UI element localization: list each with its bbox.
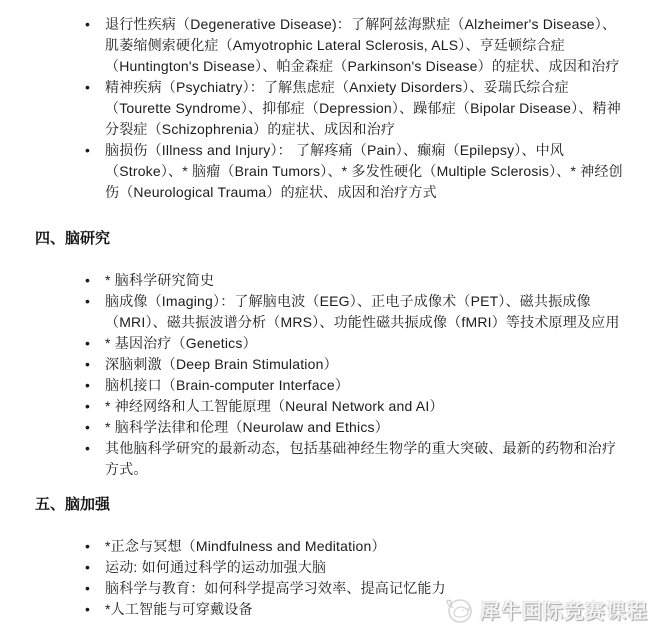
section-heading-brain-enhancement: 五、脑加强 — [35, 496, 111, 513]
list-item: • * 脑科学研究简史 — [35, 270, 624, 291]
bullet-list — [35, 536, 624, 620]
section-brain-disorders — [35, 14, 624, 203]
list-item: • 脑损伤（Illness and Injury）： 了解疼痛（Pain）、癫痫（Epilepsy）、中风（Stroke）、* 脑瘤（Brain Tumors）、* 多发性硬化（Multiple Sclerosis）、* 神经创伤（Neurological Trauma）的症状、成因和治疗方式 — [35, 140, 624, 203]
list-item: • *人工智能与可穿戴设备 — [35, 599, 624, 620]
section-brain-enhancement — [35, 495, 624, 620]
list-item: • 脑成像（Imaging）：了解脑电波（EEG）、正电子成像术（PET）、磁共振成像（MRI）、磁共振波谱分析（MRS）、功能性磁共振成像（fMRI）等技术原理及应用 — [35, 291, 624, 333]
list-item: • * 脑科学法律和伦理（Neurolaw and Ethics） — [35, 417, 624, 438]
list-item: • * 神经网络和人工智能原理（Neural Network and AI） — [35, 396, 624, 417]
list-item: • 精神疾病（Psychiatry）：了解焦虑症（Anxiety Disorders）、妥瑞氏综合症（Tourette Syndrome）、抑郁症（Depression）、躁郁症（Bipolar Disease）、精神分裂症（Schizophrenia）的症状、成因和治疗 — [35, 77, 624, 140]
list-item: • 脑科学与教育：如何科学提高学习效率、提高记忆能力 — [35, 578, 624, 599]
section-heading-brain-research: 四、脑研究 — [35, 230, 111, 247]
bullet-list — [35, 270, 624, 480]
list-item: • 脑机接口（Brain-computer Interface） — [35, 375, 624, 396]
list-item: • 退行性疾病（Degenerative Disease)：了解阿兹海默症（Alzheimer's Disease）、肌萎缩侧索硬化症（Amyotrophic Lateral Sclerosis, ALS）、亨廷顿综合症（Huntington's Disease）、帕金森症（Parkinson's Disease）的症状、成因和治疗 — [35, 14, 624, 77]
list-item: • *正念与冥想（Mindfulness and Meditation） — [35, 536, 624, 557]
watermark-text: 犀牛国际竞赛课程 — [480, 600, 648, 623]
list-item: • 深脑刺激（Deep Brain Stimulation） — [35, 354, 624, 375]
section-brain-research — [35, 229, 624, 480]
list-item: • 运动: 如何通过科学的运动加强大脑 — [35, 557, 624, 578]
list-item: • * 基因治疗（Genetics） — [35, 333, 624, 354]
list-item: • 其他脑科学研究的最新动态，包括基础神经生物学的重大突破、最新的药物和治疗方式。 — [35, 438, 624, 480]
bullet-list — [35, 14, 624, 203]
